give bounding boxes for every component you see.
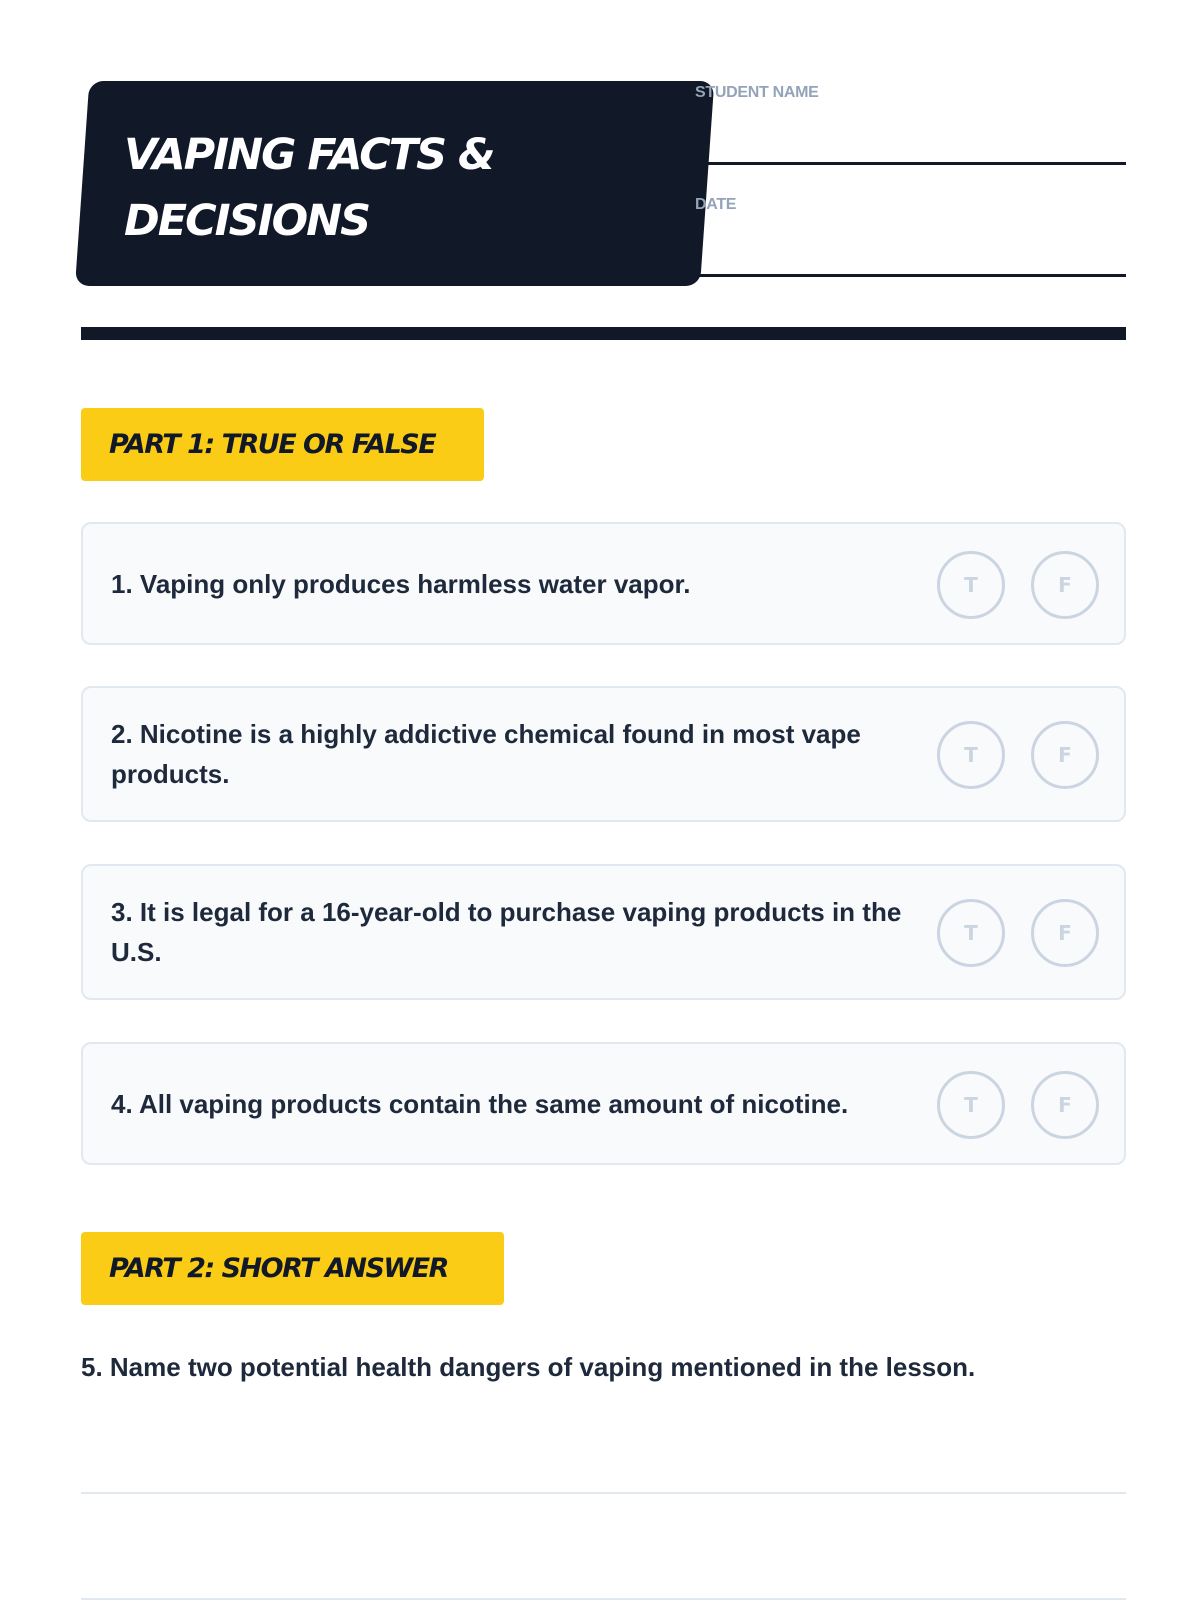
part1-heading: PART 1: TRUE OR FALSE [109, 429, 436, 460]
false-option-label: F [1058, 921, 1072, 945]
true-option-3[interactable] [937, 899, 1005, 967]
true-option-label: T [964, 743, 978, 767]
false-option-1[interactable] [1031, 551, 1099, 619]
true-option-1[interactable] [937, 551, 1005, 619]
short-answer-question-5: 5. Name two potential health dangers of vaping mentioned in the lesson. [81, 1352, 976, 1382]
true-option-label: T [964, 572, 978, 597]
date-label: DATE [695, 196, 737, 213]
tf-question-card-1 [81, 522, 1126, 645]
student-name-label: STUDENT NAME [695, 84, 819, 101]
tf-question-text-2: 2. Nicotine is a highly addictive chemical found in most vape products. [111, 719, 861, 789]
tf-question-text-4: 4. All vaping products contain the same amount of nicotine. [111, 1088, 849, 1119]
true-option-4[interactable] [937, 1071, 1005, 1139]
date-field[interactable] [697, 274, 1126, 277]
tf-question-card-3 [81, 864, 1126, 1000]
part2-heading-badge [81, 1232, 504, 1305]
false-option-label: F [1058, 572, 1072, 597]
tf-question-text-1: 1. Vaping only produces harmless water vapor. [111, 568, 691, 599]
student-name-field[interactable] [697, 162, 1126, 165]
tf-question-text-3: 3. It is legal for a 16-year-old to purchase vaping products in the U.S. [111, 897, 902, 967]
true-option-label: T [964, 1092, 978, 1117]
false-option-2[interactable] [1031, 721, 1099, 789]
tf-question-card-2 [81, 686, 1126, 822]
title-line-2: DECISIONS [124, 196, 370, 246]
part2-heading: PART 2: SHORT ANSWER [109, 1253, 448, 1284]
header-divider [81, 327, 1126, 340]
worksheet-title [124, 122, 644, 254]
false-option-3[interactable] [1031, 899, 1099, 967]
false-option-label: F [1058, 1092, 1072, 1117]
true-option-2[interactable] [937, 721, 1005, 789]
false-option-4[interactable] [1031, 1071, 1099, 1139]
title-line-1: VAPING FACTS & [124, 130, 494, 180]
true-option-label: T [964, 921, 978, 945]
false-option-label: F [1058, 743, 1072, 767]
part1-heading-badge [81, 408, 484, 481]
answer-line-1[interactable] [81, 1492, 1126, 1494]
tf-question-card-4 [81, 1042, 1126, 1165]
